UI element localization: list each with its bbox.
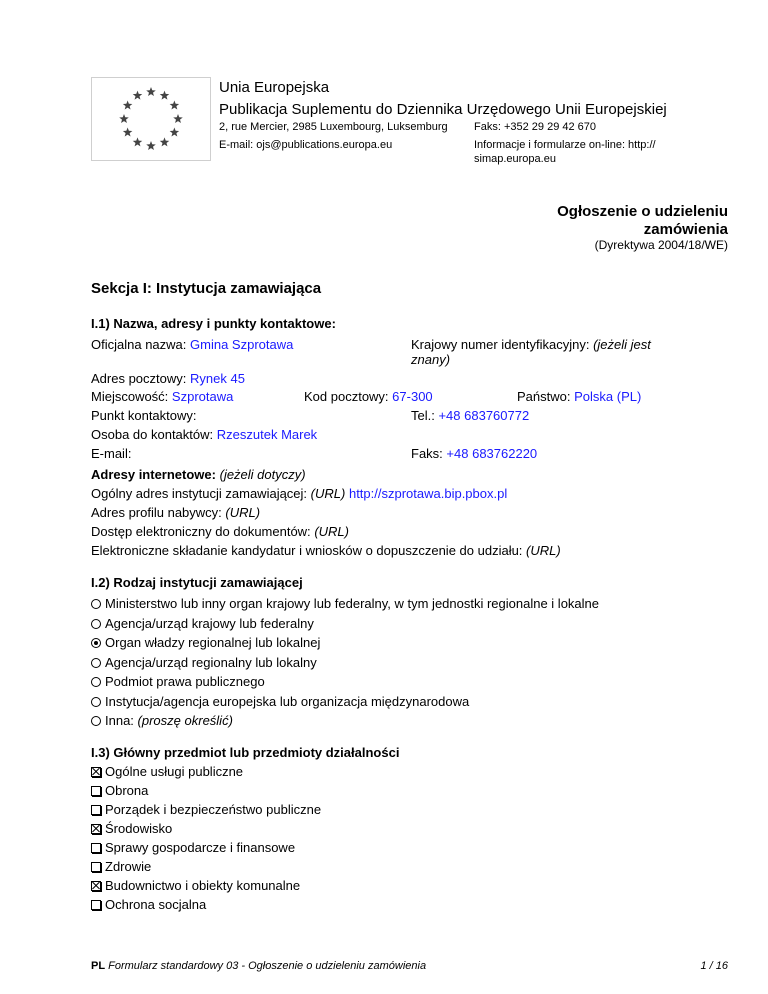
header-publication: Publikacja Suplementu do Dziennika Urzędowego Unii Europejskiej: [219, 101, 667, 118]
i2-option[interactable]: [91, 694, 599, 714]
i1-heading: I.1) Nazwa, adresy i punkty kontaktowe:: [91, 316, 336, 331]
i2-heading: I.2) Rodzaj instytucji zamawiającej: [91, 575, 303, 590]
option-label: Obrona: [105, 783, 149, 798]
town-value: Szprotawa: [171, 389, 234, 404]
eu-flag-logo: [91, 77, 211, 161]
official-name-label: Oficjalna nazwa:: [91, 337, 187, 352]
notice-title-line2: zamówienia: [643, 221, 728, 238]
country-value: Polska (PL): [574, 389, 642, 404]
header-address: 2, rue Mercier, 2985 Luxembourg, Luksemburg: [219, 121, 448, 133]
i3-options: [91, 764, 321, 916]
star-icon: [123, 128, 133, 137]
option-label: Sprawy gospodarcze i finansowe: [105, 840, 296, 855]
i3-option[interactable]: [91, 764, 321, 783]
checkbox-icon[interactable]: [91, 900, 101, 910]
electronic-access-url-tag: (URL): [314, 524, 349, 539]
checkbox-icon[interactable]: [91, 862, 101, 872]
option-label: Agencja/urząd regionalny lub lokalny: [105, 654, 317, 670]
footer-lang: PL: [91, 960, 106, 972]
i2-option[interactable]: [91, 596, 599, 616]
notice-title-line1: Ogłoszenie o udzieleniu: [557, 203, 728, 220]
header-info-line2: simap.europa.eu: [474, 153, 556, 165]
header-fax: Faks: +352 29 29 42 670: [474, 121, 597, 133]
star-icon: [160, 91, 170, 100]
general-addr-link[interactable]: http://szprotawa.bip.pbox.pl: [348, 486, 508, 501]
star-icon: [173, 114, 183, 123]
buyer-profile-label: Adres profilu nabywcy:: [91, 505, 222, 520]
option-label: Inna:: [105, 713, 134, 728]
general-addr-url-tag: (URL): [310, 486, 346, 501]
contact-person-value: Rzeszutek Marek: [216, 427, 318, 442]
i3-option[interactable]: [91, 802, 321, 821]
national-id-note2: znany): [411, 352, 451, 367]
i2-option[interactable]: [91, 713, 599, 733]
town-row: [91, 389, 233, 404]
postcode-value: 67-300: [392, 389, 433, 404]
star-icon: [133, 137, 143, 146]
buyer-profile-row: [91, 505, 260, 520]
option-label: Ochrona socjalna: [105, 897, 207, 912]
header-info-line1: Informacje i formularze on-line: http://: [474, 139, 656, 151]
tel-label: Tel.:: [411, 408, 435, 423]
star-icon: [123, 101, 133, 110]
option-label: Podmiot prawa publicznego: [105, 674, 265, 689]
fax-row: [411, 446, 537, 461]
star-icon: [119, 114, 129, 123]
checkbox-icon[interactable]: [91, 843, 101, 853]
internet-label: Adresy internetowe:: [91, 467, 216, 482]
option-label: Ministerstwo lub inny organ krajowy lub federalny, w tym jednostki regionalne i lokalne: [105, 596, 599, 611]
country-row: [517, 389, 641, 404]
header-org: Unia Europejska: [219, 79, 330, 96]
checkbox-icon[interactable]: [91, 786, 101, 796]
postal-row: [91, 371, 245, 386]
radio-icon[interactable]: [91, 658, 101, 668]
footer-page: 1 / 16: [700, 960, 728, 972]
tel-row: [411, 408, 529, 423]
electronic-submission-label: Elektroniczne składanie kandydatur i wniosków o dopuszczenie do udziału:: [91, 543, 523, 558]
star-icon: [133, 91, 143, 100]
option-label: Porządek i bezpieczeństwo publiczne: [105, 802, 322, 817]
radio-icon[interactable]: [91, 716, 101, 726]
i2-options: [91, 596, 599, 733]
option-note: (proszę określić): [137, 713, 233, 728]
general-addr-row: [91, 486, 507, 501]
star-icon: [170, 128, 180, 137]
postcode-label: Kod pocztowy:: [304, 389, 389, 404]
i2-option[interactable]: [91, 635, 599, 655]
option-label: Ogólne usługi publiczne: [105, 764, 244, 779]
radio-icon[interactable]: [91, 619, 101, 629]
star-icon: [170, 101, 180, 110]
i2-option[interactable]: [91, 674, 599, 694]
electronic-submission-url-tag: (URL): [526, 543, 561, 558]
national-id-note1: (jeżeli jest: [593, 337, 651, 352]
internet-note: (jeżeli dotyczy): [219, 467, 306, 482]
fax-label: Faks:: [411, 446, 443, 461]
checkbox-icon[interactable]: [91, 805, 101, 815]
official-name-row: [91, 337, 293, 352]
option-label: Środowisko: [105, 821, 173, 836]
footer-form: [91, 960, 426, 972]
option-label: Zdrowie: [105, 859, 152, 874]
i3-option[interactable]: [91, 821, 321, 840]
town-label: Miejscowość:: [91, 389, 169, 404]
footer-form-title: Formularz standardowy 03 - Ogłoszenie o udzieleniu zamówienia: [108, 960, 427, 972]
option-label: Budownictwo i obiekty komunalne: [105, 878, 301, 893]
tel-value: +48 683760772: [438, 408, 530, 423]
notice-directive: (Dyrektywa 2004/18/WE): [594, 238, 728, 252]
i3-option[interactable]: [91, 878, 321, 897]
contact-point-label: Punkt kontaktowy:: [91, 408, 197, 423]
header-email: E-mail: ojs@publications.europa.eu: [219, 139, 393, 151]
internet-row: [91, 467, 306, 482]
radio-icon[interactable]: [91, 697, 101, 707]
checkbox-checked-icon[interactable]: [91, 881, 101, 891]
postal-label: Adres pocztowy:: [91, 371, 187, 386]
radio-icon[interactable]: [91, 677, 101, 687]
star-icon: [146, 87, 156, 96]
email-label: E-mail:: [91, 446, 132, 461]
section-title: Sekcja I: Instytucja zamawiająca: [91, 280, 322, 297]
option-label: Agencja/urząd krajowy lub federalny: [105, 615, 314, 631]
buyer-profile-url-tag: (URL): [225, 505, 261, 520]
checkbox-checked-icon[interactable]: [91, 767, 101, 777]
electronic-access-row: [91, 524, 349, 539]
star-icon: [160, 137, 170, 146]
official-name-value: Gmina Szprotawa: [190, 337, 294, 352]
electronic-submission-row: [91, 543, 561, 558]
national-id-label: Krajowy numer identyfikacyjny:: [411, 337, 590, 352]
i3-option[interactable]: [91, 859, 321, 878]
i3-option[interactable]: [91, 897, 321, 916]
i3-option[interactable]: [91, 783, 321, 802]
postal-value: Rynek 45: [190, 371, 245, 386]
contact-person-label: Osoba do kontaktów:: [91, 427, 214, 442]
postcode-row: [304, 389, 433, 404]
star-icon: [146, 141, 156, 150]
country-label: Państwo:: [517, 389, 571, 404]
checkbox-checked-icon[interactable]: [91, 824, 101, 834]
fax-value: +48 683762220: [446, 446, 538, 461]
i3-heading: I.3) Główny przedmiot lub przedmioty działalności: [91, 745, 400, 760]
i3-option[interactable]: [91, 840, 321, 859]
general-addr-label: Ogólny adres instytucji zamawiającej:: [91, 486, 308, 501]
electronic-access-label: Dostęp elektroniczny do dokumentów:: [91, 524, 311, 539]
radio-icon[interactable]: [91, 599, 101, 609]
i2-option[interactable]: [91, 655, 599, 675]
national-id-row: [411, 337, 651, 352]
contact-person-row: [91, 427, 317, 442]
option-label: Instytucja/agencja europejska lub organizacja międzynarodowa: [105, 693, 470, 709]
option-label: Organ władzy regionalnej lub lokalnej: [105, 635, 321, 650]
radio-selected-icon[interactable]: [91, 638, 101, 648]
eu-stars-icon: [92, 78, 210, 160]
i2-option[interactable]: [91, 616, 599, 636]
